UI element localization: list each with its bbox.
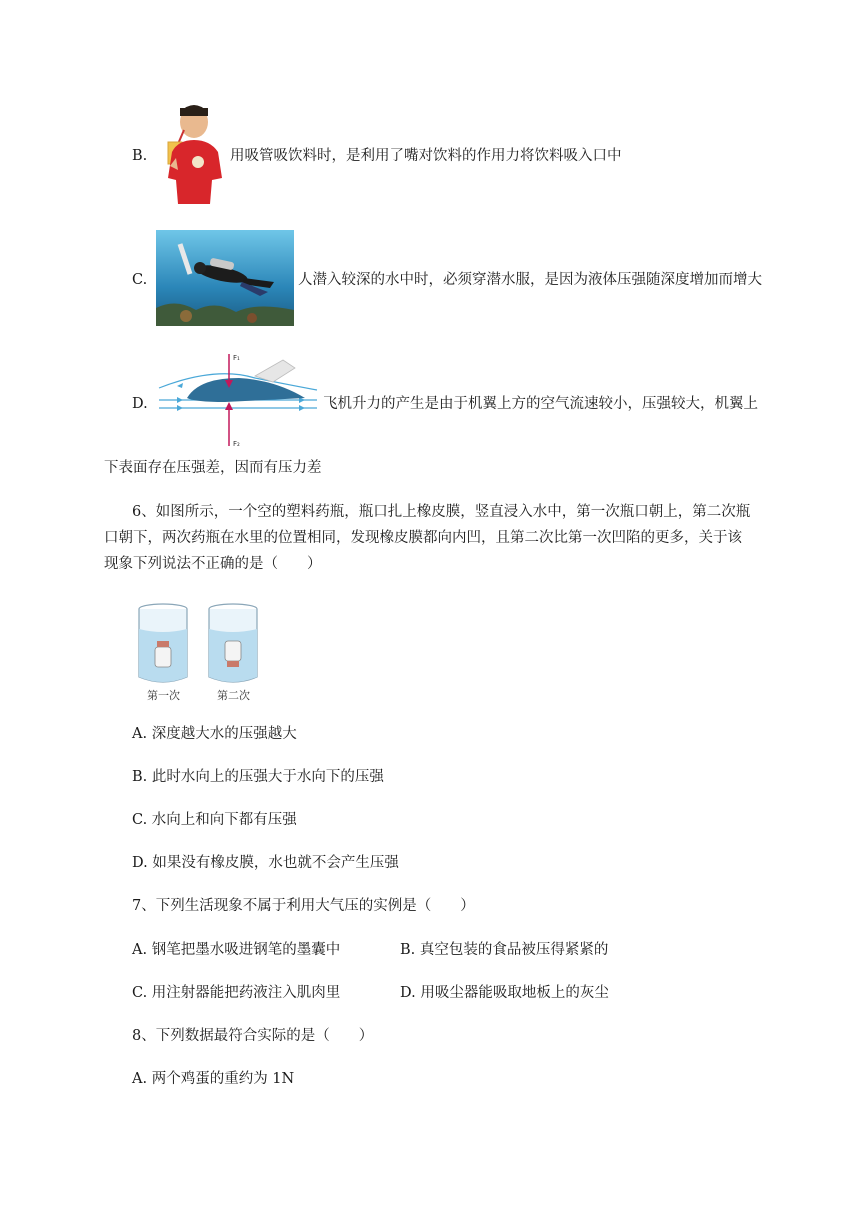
figure-label-second: 第二次 bbox=[217, 689, 250, 702]
q7-option-d: D. 用吸尘器能吸取地板上的灰尘 bbox=[400, 985, 609, 1001]
scuba-diver-image bbox=[156, 230, 294, 326]
q7-stem: 7、下列生活现象不属于利用大气压的实例是（ ） bbox=[132, 898, 475, 914]
q8-stem: 8、下列数据最符合实际的是（ ） bbox=[132, 1028, 374, 1044]
boy-drinking-with-straw-image bbox=[158, 100, 224, 204]
force-label-f2: F₂ bbox=[233, 440, 240, 448]
q7-option-b: B. 真空包装的食品被压得紧紧的 bbox=[400, 942, 609, 958]
bottle-in-water-figure bbox=[135, 601, 265, 705]
q6-stem-line3: 现象下列说法不正确的是（ ） bbox=[104, 556, 322, 572]
q6-option-b: B. 此时水向上的压强大于水向下的压强 bbox=[132, 769, 384, 785]
q5-option-d-letter: D. bbox=[132, 396, 148, 412]
force-label-f1: F₁ bbox=[233, 354, 240, 362]
airplane-wing-airflow-diagram bbox=[155, 348, 321, 452]
q8-option-a: A. 两个鸡蛋的重约为 1N bbox=[132, 1071, 295, 1087]
q6-option-c: C. 水向上和向下都有压强 bbox=[132, 812, 297, 828]
q6-stem-line2: 口朝下，两次药瓶在水里的位置相同，发现橡皮膜都向内凹，且第二次比第一次凹陷的更多，关于该 bbox=[104, 530, 742, 546]
q5-option-c-text: 人潜入较深的水中时，必须穿潜水服，是因为液体压强随深度增加而增大 bbox=[298, 272, 762, 288]
q5-option-d-text-line1: 飞机升力的产生是由于机翼上方的空气流速较小，压强较大，机翼上 bbox=[323, 396, 758, 412]
q5-option-c-letter: C. bbox=[132, 272, 148, 288]
q7-option-a: A. 钢笔把墨水吸进钢笔的墨囊中 bbox=[132, 942, 341, 958]
q6-option-d: D. 如果没有橡皮膜，水也就不会产生压强 bbox=[132, 855, 399, 871]
figure-label-first: 第一次 bbox=[147, 689, 180, 702]
q7-option-c: C. 用注射器能把药液注入肌肉里 bbox=[132, 985, 341, 1001]
q5-option-b-letter: B. bbox=[132, 148, 148, 164]
q6-stem-line1: 6、如图所示，一个空的塑料药瓶，瓶口扎上橡皮膜，竖直浸入水中，第一次瓶口朝上，第二次瓶 bbox=[132, 504, 751, 520]
q5-option-b-text: 用吸管吸饮料时，是利用了嘴对饮料的作用力将饮料吸入口中 bbox=[230, 148, 622, 164]
q6-option-a: A. 深度越大水的压强越大 bbox=[132, 726, 297, 742]
q5-option-d-text-line2: 下表面存在压强差，因而有压力差 bbox=[104, 460, 322, 476]
